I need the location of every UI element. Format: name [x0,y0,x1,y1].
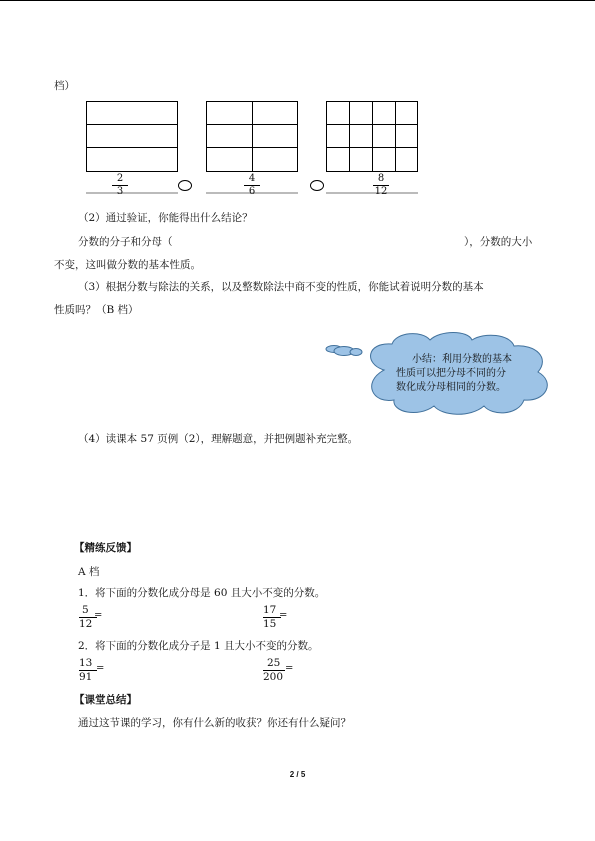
question-2-line1-end: ），分数的大小 [464,236,533,248]
grid-line [87,147,177,148]
exercise-2-fraction-1: 13 91 [79,657,97,683]
exercise-2-fraction-2: 25 200 [263,657,284,683]
question-3-line1: （3）根据分数与除法的关系，以及整数除法中商不变的性质，你能试着说明分数的基本 [78,281,484,293]
question-3-line2: 性质吗？（B 档） [54,304,139,316]
page-number: 2 / 5 [289,770,306,779]
equals-sign: = [96,663,105,674]
cloud-text-line-2: 性质可以把分母不同的分 [396,368,506,379]
grid-fraction-2: 4 6 [237,173,267,197]
grid-line [87,124,177,125]
grid-line [349,102,350,171]
page-top-border [0,0,595,1]
exercise-1: 1．将下面的分数化成分母是 60 且大小不变的分数。 [78,587,326,599]
exercise-1-fraction-1: 5 12 [79,604,97,630]
fraction-grid-thirds [86,101,178,172]
header-fragment: 档） [54,80,75,92]
comparison-oval-2[interactable] [310,180,324,191]
cloud-text-line-1: 小结：利用分数的基本 [412,354,512,365]
question-2-line2: 不变，这叫做分数的基本性质。 [54,259,201,271]
cloud-text [396,353,512,395]
fraction-grid-sixths [206,101,298,172]
question-2: （2）通过验证，你能得出什么结论？ [78,212,253,224]
comparison-oval-1[interactable] [178,180,192,191]
exercise-1-fraction-2: 17 15 [263,604,281,630]
grid-line [395,102,396,171]
equals-sign: = [94,610,103,621]
summary-prompt: 通过这节课的学习，你有什么新的收获？你还有什么疑问？ [78,717,351,729]
grid-fraction-3: 8 12 [374,173,388,197]
grid-line [252,102,253,171]
level-a-label: A 档 [78,566,100,578]
section-practice-heading: 【精练反馈】 [74,542,137,554]
grid-line [372,102,373,171]
section-summary-heading: 【课堂总结】 [74,694,137,706]
grid-fraction-1: 2 3 [105,173,135,197]
exercise-2: 2．将下面的分数化成分子是 1 且大小不变的分数。 [78,640,319,652]
cloud-text-line-3: 数化成分母相同的分数。 [396,382,506,393]
equals-sign: = [279,610,288,621]
equals-sign: = [285,663,294,674]
question-4: （4）读课本 57 页例（2），理解题意，并把例题补充完整。 [78,433,359,445]
question-2-line1-start: 分数的分子和分母（ [78,236,173,248]
fraction-grid-twelfths [326,101,418,172]
